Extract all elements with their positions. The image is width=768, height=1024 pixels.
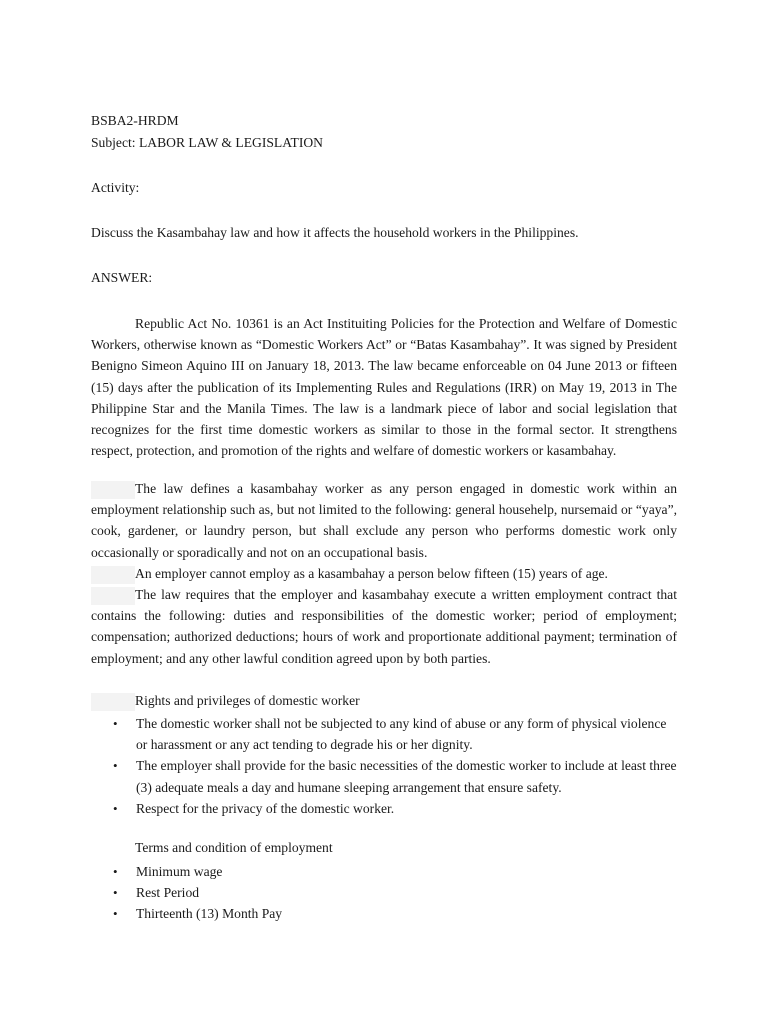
list-item-text: Rest Period [136,885,200,901]
paragraph-1-text: Republic Act No. 10361 is an Act Instituiting Policies for the Protection and Welfare of Domestic Workers, otherwise known as “Domestic Workers Act” or “Batas Kasambahay”. It was signed by President Benigno Simeon Aquino III on January 18, 2013. The law became enforceable on 04 June 2013 or fifteen (15) days after the publication of its Implementing Rules and Regulations (IRR) on May 19, 2013 in The Philippine Star and the Manila Times. The law is a landmark piece of labor and social legislation that recognizes for the first time domestic workers as similar to those in the formal sector. It strengthens respect, protection, and promotion of the rights and welfare of domestic workers or kasambahay. [91,316,677,459]
bullet-icon: • [113,885,118,901]
activity-label: Activity: [91,180,140,195]
list-item [91,713,677,755]
paragraph-4 [91,584,677,669]
paragraph-3 [91,563,677,584]
paragraph-3-text: An employer cannot employ as a kasambahay a person below fifteen (15) years of age. [135,566,608,581]
list-item [91,755,677,797]
list-item-text: Respect for the privacy of the domestic worker. [136,800,395,816]
bullet-icon: • [113,758,118,774]
rights-heading-text: Rights and privileges of domestic worker [135,693,360,708]
activity-prompt: Discuss the Kasambahay law and how it affects the household workers in the Philippines. [91,225,579,240]
paragraph-2-text: The law defines a kasambahay worker as any person engaged in domestic work within an employment relationship such as, but not limited to the following: general househelp, nursemaid or “yaya”, cook, gardener, or laundry person, but shall exclude any person who performs domestic work only occasionally or sporadically and not on an occupational basis. [91,481,677,560]
bullet-icon: • [113,800,118,816]
answer-label: ANSWER: [91,270,153,285]
rights-heading [91,690,677,711]
bullet-icon: • [113,906,118,922]
subject-line: Subject: LABOR LAW & LEGISLATION [91,135,323,150]
paragraph-1 [91,313,677,461]
bullet-icon: • [113,864,118,879]
list-item-text: The domestic worker shall not be subjected to any kind of abuse or any form of physical violence or harassment or any act tending to degrade his or her dignity. [136,716,667,753]
bullet-icon: • [113,716,118,731]
terms-heading: Terms and condition of employment [135,840,333,855]
list-item-text: Thirteenth (13) Month Pay [136,906,283,922]
list-item [91,798,677,819]
list-item-text: The employer shall provide for the basic necessities of the domestic worker to include at least three (3) adequate meals a day and humane sleeping arrangement that ensure safety. [136,758,677,795]
course-code: BSBA2-HRDM [91,113,179,128]
list-item [91,903,677,924]
rights-list [91,713,677,819]
list-item [91,882,677,903]
paragraph-2 [91,478,677,563]
list-item [91,861,677,882]
terms-list [91,861,677,925]
paragraph-4-text: The law requires that the employer and kasambahay execute a written employment contract that contains the following: duties and responsibilities of the domestic worker; period of employment; compensation; authorized deductions; hours of work and proportionate additional payment; termination of employment; and any other lawful condition agreed upon by both parties. [91,587,677,666]
list-item-text: Minimum wage [136,864,223,879]
